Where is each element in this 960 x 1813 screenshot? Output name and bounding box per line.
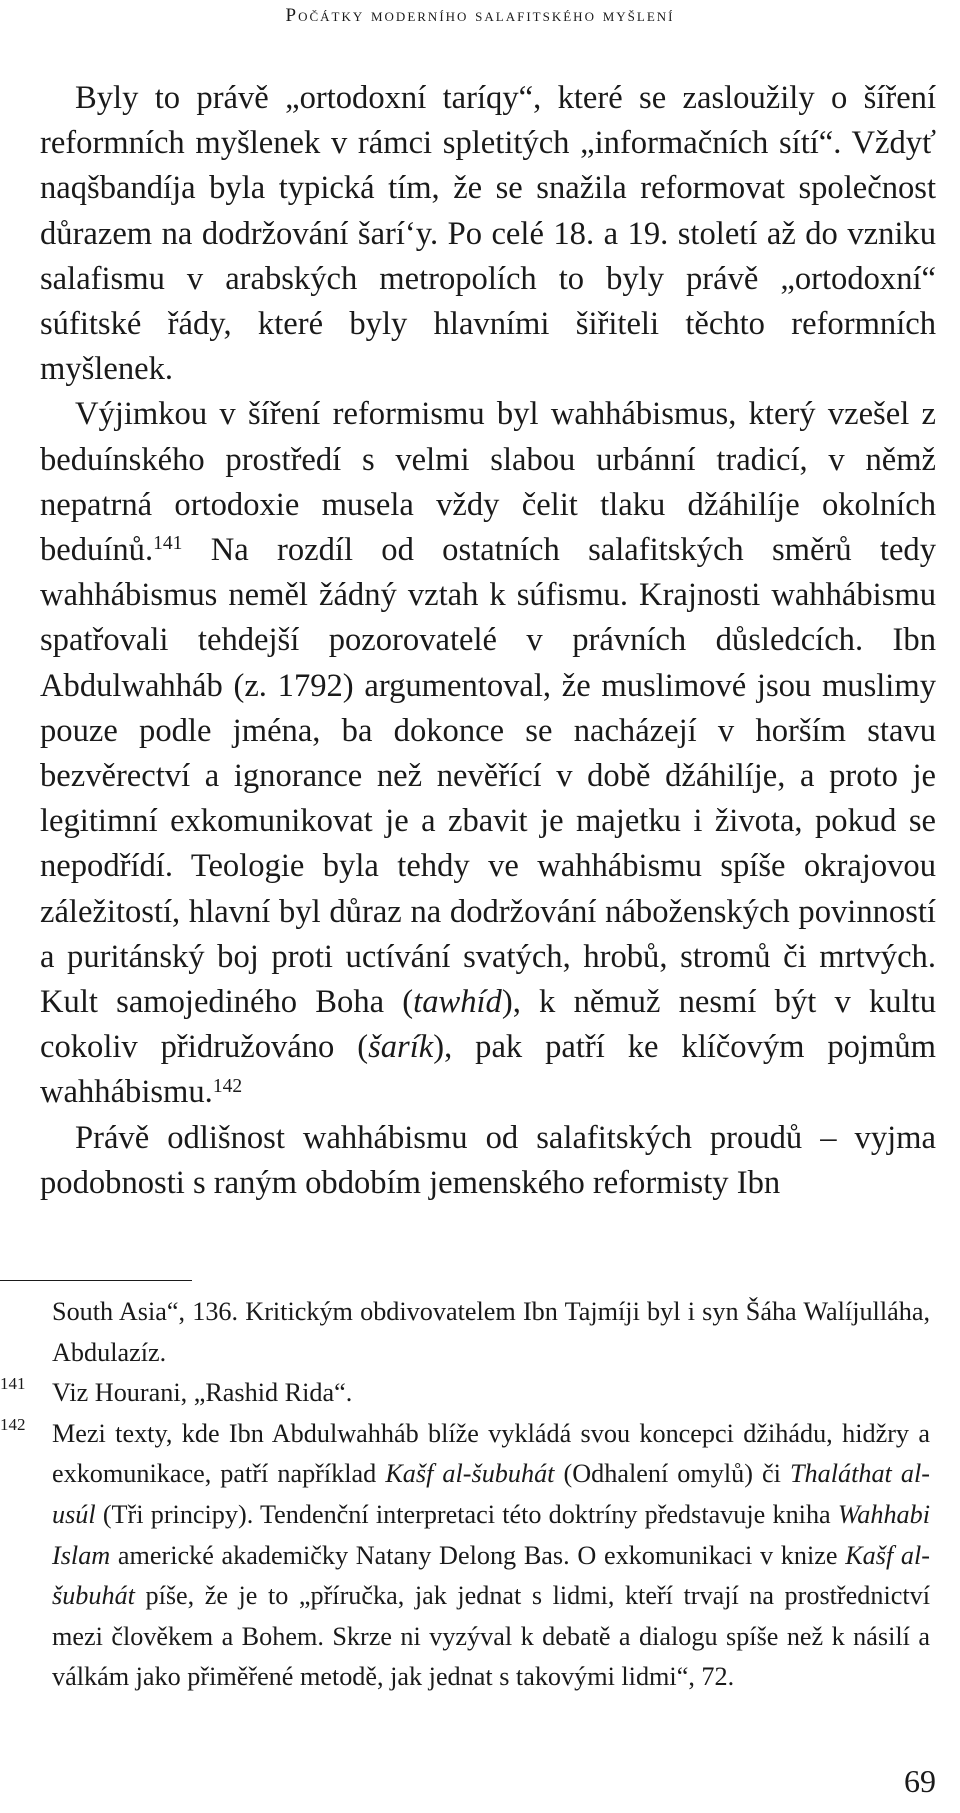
italic-title: Kašf al-šubuhát [385,1459,555,1489]
text-run: ), k němuž nesmí být v kultu cokoliv přidružováno ( [40,984,936,1066]
footnote-text [52,1373,930,1414]
italic-term-sharik: šarík [368,1029,434,1066]
italic-term-tawhid: tawhíd [413,984,502,1021]
footnote-ref-142[interactable]: 142 [212,1075,243,1097]
italic-title: Wahhabi Islam [52,1499,930,1570]
footnotes [0,1292,930,1698]
paragraph [40,392,936,1115]
footnote-ref-141[interactable]: 141 [153,533,183,555]
text-run: South Asia“, 136. Kritickým obdivovatelem Ibn Tajmíji byl i syn Šáha Walíjulláha, Abdulazíz. [52,1297,930,1367]
footnote-continued [0,1292,930,1373]
running-header: Počátky moderního salafitského myšlení [285,5,675,26]
footnote-142 [0,1414,930,1698]
italic-title: Kašf al-šubuhát [52,1540,930,1611]
text-run: Byly to právě „ortodoxní taríqy“, které se zasloužily o šíření reformních myšlenek v rámci spletitých „informačních sítí“. Vždyť naqšbandíja byla typická tím, že se snažila reformovat společnost důrazem na dodržování šarí‘y. Po celé 18. a 19. století až do vzniku salafismu v arabských metropolích to byly právě „ortodoxní“ súfitské řády, které byly hlavními šiřiteli těchto reformních myšlenek. [40,80,936,388]
footnote-text [52,1292,930,1373]
footnote-text [52,1414,930,1698]
footnote-number: 142 [0,1414,26,1434]
text-run: Na rozdíl od ostatních salafitských směrů tedy wahhábismus neměl žádný vztah k súfismu. Krajnosti wahhábismu spatřovali tehdejší pozorovatelé v právních důsledcích. Ibn Abdulwahháb (z. 1792) argumentoval, že muslimové jsou muslimy pouze podle jména, ba dokonce se nacházejí v horším stavu bezvěrectví a ignorance než nevěřící v době džáhilíje, a proto je legitimní exkomunikovat je a zbavit je majetku i života, pokud se nepodřídí. Teologie byla tehdy ve wahhábismu spíše okrajovou záležitostí, hlavní byl důraz na dodržování náboženských povinností a puritánský boj proti uctívání svatých, hrobů, stromů či mrtvých. Kult samojediného Boha ( [40,532,936,1021]
text-run: (Odhalení omylů) či [554,1459,790,1489]
italic-title: Thaláthat al-usúl [52,1459,930,1529]
text-run: Právě odlišnost wahhábismu od salafitských proudů – vyjma podobnosti s raným obdobím jemenského reformisty Ibn [40,1119,936,1201]
main-text [40,76,936,1206]
text-run: Mezi texty, kde Ibn Abdulwahháb blíže vykládá svou koncepci džihádu, hidžry a exkomunikace, patří například [52,1418,930,1489]
text-run: (Tři principy). Tendenční interpretaci této doktríny představuje kniha [95,1499,838,1529]
footnote-number: 141 [0,1374,26,1394]
text-run: Výjimkou v šíření reformismu byl wahhábismus, který vzešel z beduínského prostředí s velmi slabou urbánní tradicí, v němž nepatrná ortodoxie musela vždy čelit tlaku džáhilíje okolních beduínů. [40,396,936,569]
text-run: píše, že je to „příručka, jak jednat s lidmi, kteří trvají na prostřednictví mezi člověkem a Bohem. Skrze ni vyzýval k debatě a dialogu spíše než k násilí a válkám jako přiměřené metodě, jak jednat s takovými lidmi“, 72. [52,1581,930,1692]
text-run: ), pak patří ke klíčovým pojmům wahhábismu. [40,1029,936,1111]
text-run: Viz Hourani, „Rashid Rida“. [52,1378,353,1408]
paragraph [40,76,936,392]
footnote-141 [0,1373,930,1414]
text-run: americké akademičky Natany Delong Bas. O exkomunikaci v knize [110,1540,846,1570]
paragraph [40,1116,936,1206]
footnote-separator [0,1280,192,1281]
page-number: 69 [904,1763,936,1799]
